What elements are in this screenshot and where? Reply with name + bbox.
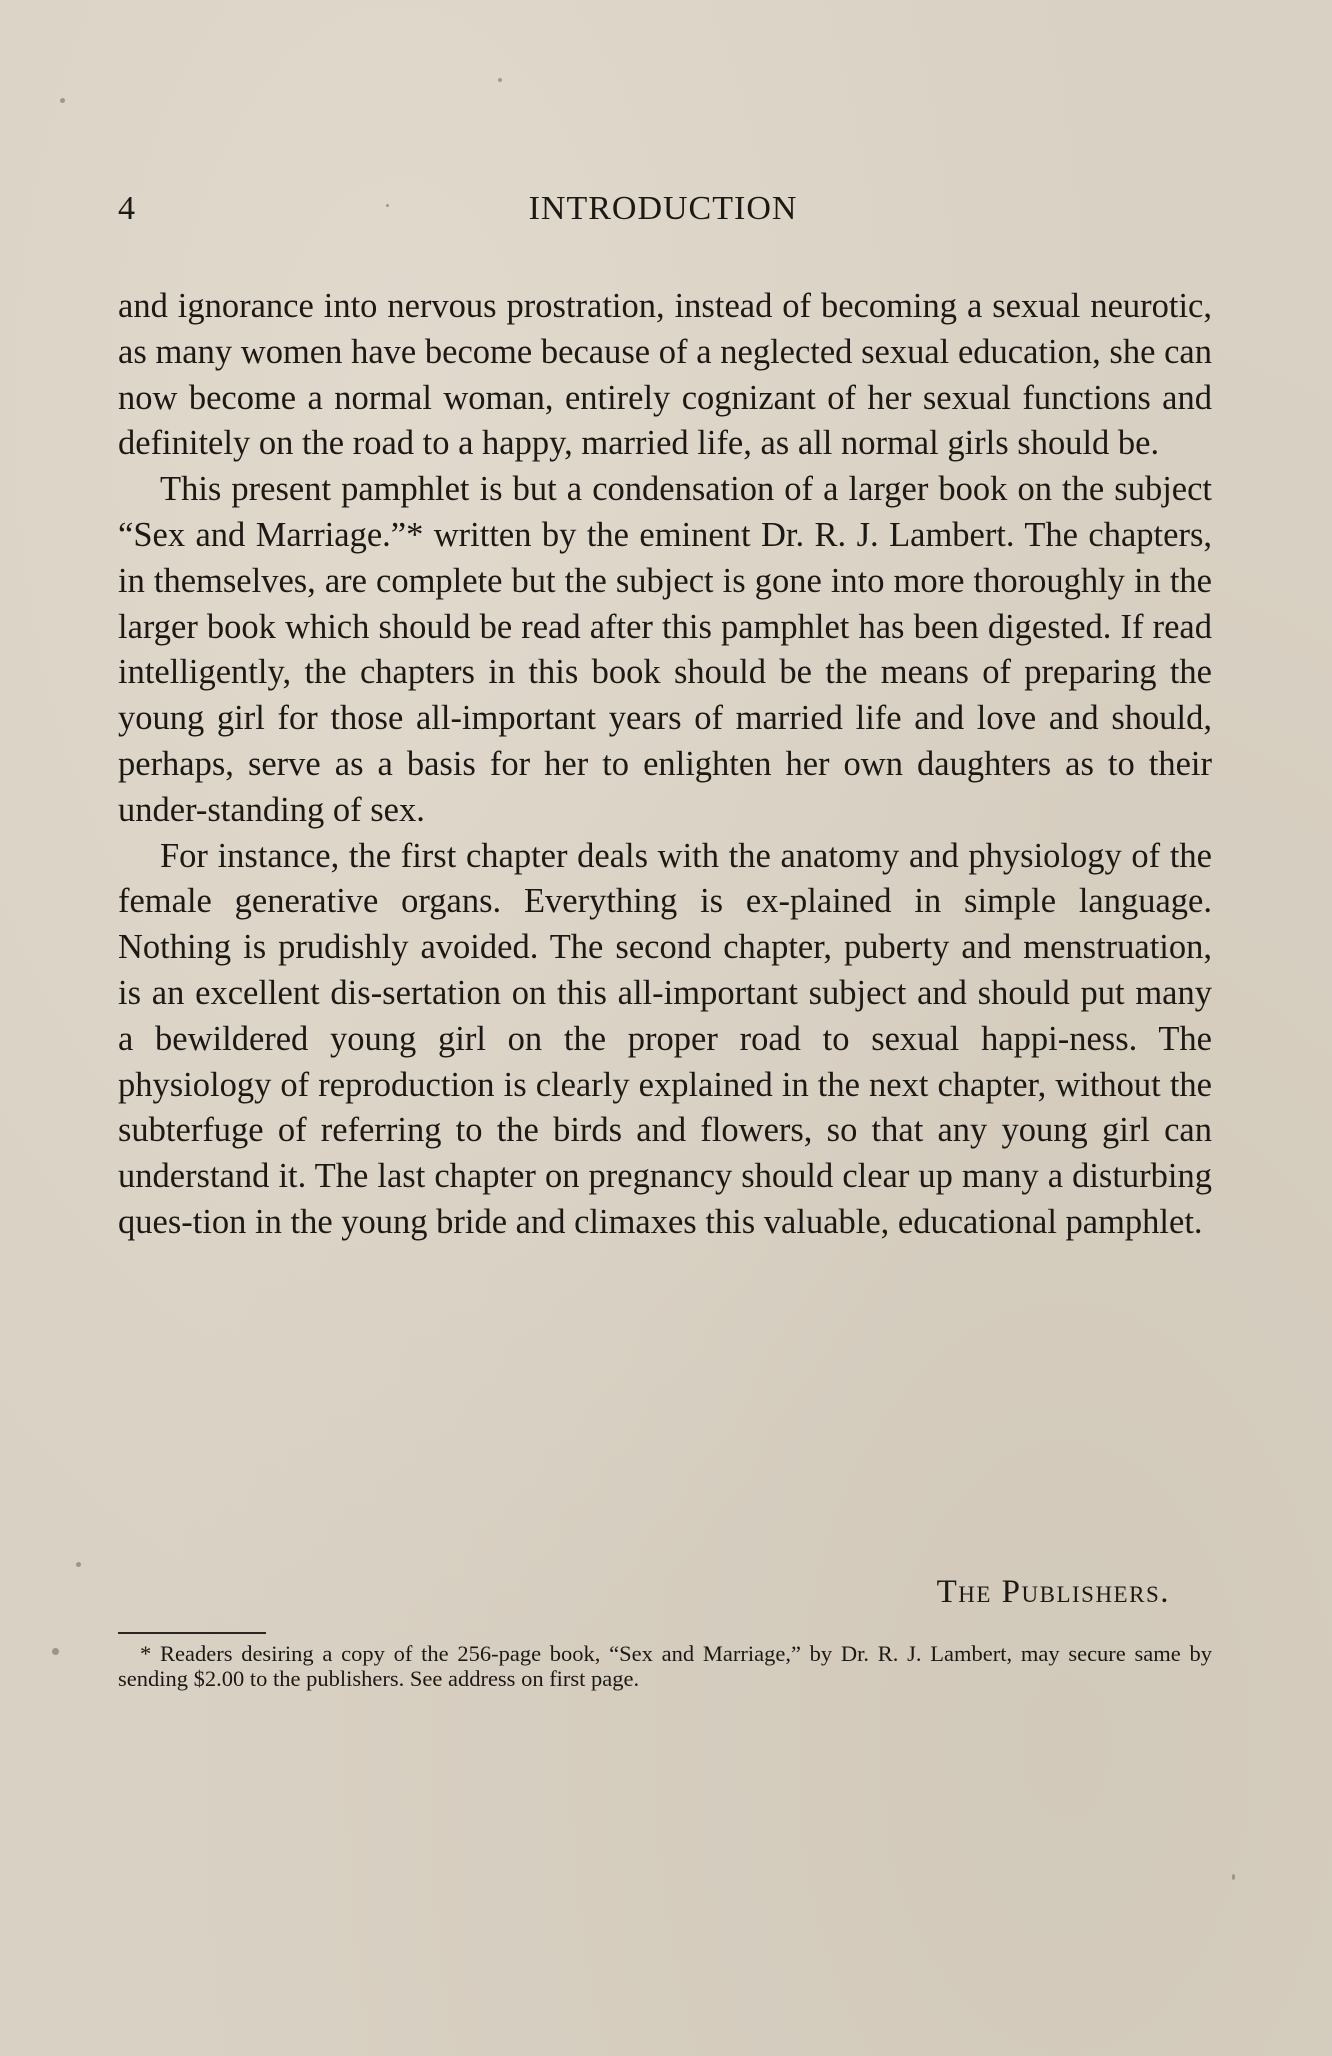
running-head: INTRODUCTION (528, 190, 798, 227)
paper-speck (498, 78, 502, 82)
paper-speck (1232, 1874, 1235, 1880)
body-text (118, 284, 1212, 1246)
paper-speck (386, 204, 389, 207)
footnote-text: * Readers desiring a copy of the 256-page book, “Sex and Marriage,” by Dr. R. J. Lambert, may secure same by sending $2.00 to the publishers. See address on first page. (118, 1641, 1212, 1691)
paper-speck (76, 1562, 81, 1567)
page-number: 4 (118, 190, 136, 227)
paper-speck (52, 1648, 59, 1655)
paragraph-1: and ignorance into nervous prostration, instead of becoming a sexual neurotic, as many women have become because of a neglected sexual education, she can now become a normal woman, entirely cognizant of her sexual functions and definitely on the road to a happy, married life, as all normal girls should be. (118, 287, 1212, 463)
paper-speck (60, 98, 65, 103)
signature: The Publishers. (936, 1574, 1170, 1610)
paragraph-2: This present pamphlet is but a condensation of a larger book on the subject “Sex and Marriage.”* written by the eminent Dr. R. J. Lambert. The chapters, in themselves, are complete but the subject is gone into more thoroughly in the larger book which should be read after this pamphlet has been digested. If read intelligently, the chapters in this book should be the means of preparing the young girl for those all-important years of married life and love and should, perhaps, serve as a basis for her to enlighten her own daughters as to their under-standing of sex. (118, 470, 1212, 829)
paragraph-3: For instance, the first chapter deals with the anatomy and physiology of the female generative organs. Everything is ex-plained in simple language. Nothing is prudishly avoided. The second chapter, puberty and menstruation, is an excellent dis-sertation on this all-important subject and should put many a bewildered young girl on the proper road to sexual happi-ness. The physiology of reproduction is clearly explained in the next chapter, without the subterfuge of referring to the birds and flowers, so that any young girl can understand it. The last chapter on pregnancy should clear up many a disturbing ques-tion in the young bride and climaxes this valuable, educational pamphlet. (118, 836, 1212, 1241)
footnote (118, 1642, 1212, 1691)
page-header (118, 190, 1208, 234)
footnote-rule (118, 1632, 266, 1634)
